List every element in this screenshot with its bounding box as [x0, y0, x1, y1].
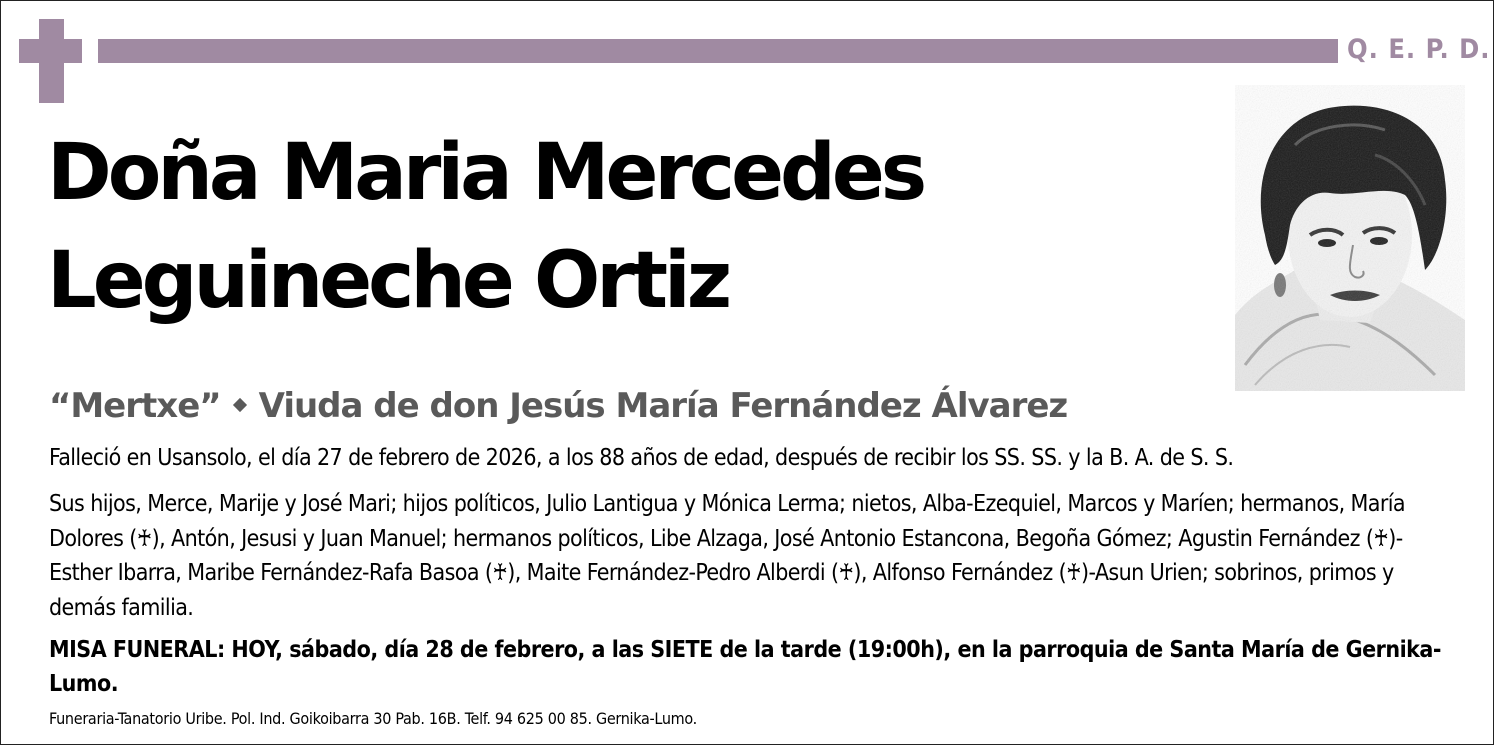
funeral-home-info: Funeraria-Tanatorio Uribe. Pol. Ind. Goikoibarra 30 Pab. 16B. Telf. 94 625 00 85. Gernika-Lumo.: [49, 709, 697, 728]
widow-of: Viuda de don Jesús María Fernández Álvarez: [258, 386, 1068, 426]
qepd-label: Q. E. P. D.: [1347, 34, 1491, 65]
funeral-mass-text: MISA FUNERAL: HOY, sábado, día 28 de febrero, a las SIETE de la tarde (19:00h), en la parroquia de Santa María de Gernika-Lumo.: [49, 637, 1441, 697]
subtitle-line: [49, 386, 1067, 426]
diamond-separator-icon: [233, 397, 247, 411]
deceased-name: [47, 119, 923, 335]
name-line-1: Doña Maria Mercedes: [47, 128, 924, 218]
nickname: “Mertxe”: [49, 386, 221, 426]
cross-horizontal-bar: [19, 39, 82, 63]
portrait-photo: [1235, 85, 1465, 391]
header-rule: [98, 39, 1338, 63]
family-list-text: Sus hijos, Merce, Marije y José Mari; hijos políticos, Julio Lantigua y Mónica Lerma; nietos, Alba-Ezequiel, Marcos y Maríen; hermanos, María Dolores (♰), Antón, Jesusi y Juan Manuel; hermanos políticos, Libe Alzaga, José Antonio Estancona, Begoña Gómez; Agustin Fernández (♰)-Esther Ibarra, Maribe Fernández-Rafa Basoa (♰), Maite Fernández-Pedro Alberdi (♰), Alfonso Fernández (♰)-Asun Urien; sobrinos, primos y demás familia.: [49, 491, 1406, 621]
death-notice-text: Falleció en Usansolo, el día 27 de febrero de 2026, a los 88 años de edad, después de recibir los SS. SS. y la B. A. de S. S.: [49, 445, 1234, 471]
name-line-2: Leguineche Ortiz: [47, 236, 729, 326]
